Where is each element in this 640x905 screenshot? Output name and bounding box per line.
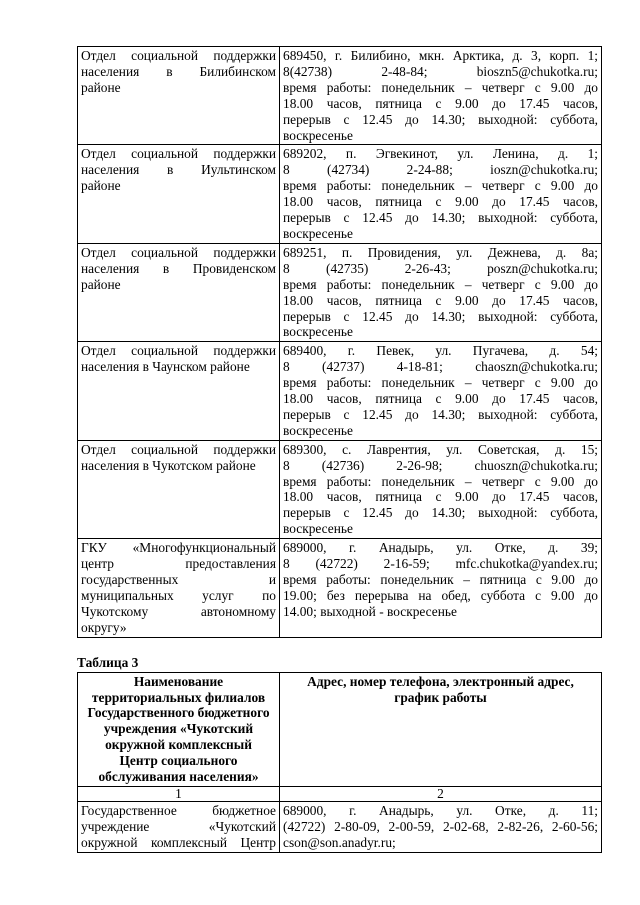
text-line: центр предоставления <box>81 556 276 572</box>
header-text-line: Адрес, номер телефона, электронный адрес, <box>307 673 574 689</box>
text-line: (42722) 2-80-09, 2-00-59, 2-02-68, 2-82-26, 2-60-56; <box>283 818 598 834</box>
text-line: государственных и <box>81 572 276 587</box>
header-contacts-cell <box>280 672 602 786</box>
text-line: 8 (42735) 2-26-43; poszn@chukotka.ru; <box>283 260 598 276</box>
offices-table <box>77 46 602 638</box>
text-line: воскресенье <box>283 324 353 340</box>
text-line: 8(42738) 2-48-84; bioszn5@chukotka.ru; <box>283 63 598 79</box>
text-line: время работы: понедельник – четверг с 9.00 до <box>283 375 598 391</box>
text-line: 8 (42736) 2-26-98; chuoszn@chukotka.ru; <box>283 457 598 473</box>
office-name-cell <box>78 145 280 243</box>
text-line: 18.00 часов, пятница с 9.00 до 17.45 часов, <box>283 292 598 308</box>
text-line: воскресенье <box>283 521 353 537</box>
text-line: Отдел социальной поддержки <box>81 244 276 260</box>
header-text-line: учреждения «Чукотский <box>103 721 254 737</box>
text-line: населения в Чукотском районе <box>81 457 256 473</box>
text-line: 14.00; выходной - воскресенье <box>283 603 457 619</box>
text-line: 8 (42734) 2-24-88; ioszn@chukotka.ru; <box>283 162 598 178</box>
table-header-row <box>78 672 602 786</box>
text-line: окружной комплексный Центр <box>81 834 276 850</box>
text-line: Государственное бюджетное <box>81 802 276 818</box>
text-line: перерыв с 12.45 до 14.30; выходной: суббота, <box>283 406 598 422</box>
text-line: перерыв с 12.45 до 14.30; выходной: суббота, <box>283 210 598 226</box>
text-line: округу» <box>81 619 127 635</box>
header-text-line: Государственного бюджетного <box>87 705 270 721</box>
text-line: Отдел социальной поддержки <box>81 48 276 63</box>
text-line: 8 (42722) 2-16-59; mfc.chukotka@yandex.ru; <box>283 556 598 572</box>
text-line: воскресенье <box>283 225 353 241</box>
text-line: Отдел социальной поддержки <box>81 441 276 457</box>
office-contacts-cell <box>280 342 602 440</box>
table3-caption: Таблица 3 <box>77 654 139 670</box>
office-contacts-cell <box>280 243 602 341</box>
text-line: ГКУ «Многофункциональный <box>81 540 276 556</box>
column-number-row <box>78 786 602 801</box>
header-text-line: окружной комплексный <box>105 737 252 753</box>
text-line: районе <box>81 79 121 95</box>
text-line: 18.00 часов, пятница с 9.00 до 17.45 часов, <box>283 194 598 210</box>
text-line: 689000, г. Анадырь, ул. Отке, д. 11; <box>283 802 598 818</box>
text-line: 18.00 часов, пятница с 9.00 до 17.45 часов, <box>283 95 598 111</box>
office-name-cell <box>78 539 280 637</box>
table-row <box>78 47 602 145</box>
text-line: районе <box>81 178 121 194</box>
text-line: Отдел социальной поддержки <box>81 343 276 359</box>
office-contacts-cell <box>280 145 602 243</box>
text-line: перерыв с 12.45 до 14.30; выходной: суббота, <box>283 111 598 127</box>
text-line: воскресенье <box>283 127 353 143</box>
office-name-cell <box>78 440 280 538</box>
text-line: 18.00 часов, пятница с 9.00 до 17.45 часов, <box>283 391 598 407</box>
table-row <box>78 342 602 440</box>
text-line: cson@son.anadyr.ru; <box>283 834 396 850</box>
text-line: населения в Билибинском <box>81 63 276 79</box>
text-line: время работы: понедельник – четверг с 9.00 до <box>283 178 598 194</box>
text-line: 689202, п. Эгвекинот, ул. Ленина, д. 1; <box>283 146 598 162</box>
text-line: районе <box>81 276 121 292</box>
document-page <box>77 46 602 853</box>
table-row <box>78 440 602 538</box>
text-line: перерыв с 12.45 до 14.30; выходной: суббота, <box>283 505 598 521</box>
text-line: время работы: понедельник – четверг с 9.00 до <box>283 276 598 292</box>
text-line: муниципальных услуг по <box>81 587 276 603</box>
table-row <box>78 539 602 637</box>
text-line: населения в Провиденском <box>81 260 276 276</box>
text-line: населения в Чаунском районе <box>81 359 250 375</box>
text-line: воскресенье <box>283 422 353 438</box>
header-text-line: Центр социального <box>119 753 238 769</box>
column-number-1: 1 <box>78 786 280 801</box>
office-contacts-cell <box>280 539 602 637</box>
text-line: 689400, г. Певек, ул. Пугачева, д. 54; <box>283 343 598 359</box>
office-contacts-cell <box>280 440 602 538</box>
header-text-line: территориальных филиалов <box>91 689 266 705</box>
text-line: время работы: понедельник – пятница с 9.00 до <box>283 572 598 587</box>
header-name-cell <box>78 672 280 786</box>
table-row <box>78 145 602 243</box>
header-text-line: график работы <box>394 689 487 705</box>
branches-table <box>77 672 602 853</box>
text-line: 689251, п. Провидения, ул. Дежнева, д. 8а; <box>283 244 598 260</box>
text-line: 18.00 часов, пятница с 9.00 до 17.45 часов, <box>283 489 598 505</box>
header-text-line: Наименование <box>133 673 224 689</box>
branch-contacts-cell <box>280 801 602 852</box>
office-name-cell <box>78 243 280 341</box>
text-line: время работы: понедельник – четверг с 9.00 до <box>283 79 598 95</box>
text-line: Отдел социальной поддержки <box>81 146 276 162</box>
branch-name-cell <box>78 801 280 852</box>
text-line: 8 (42737) 4-18-81; chaoszn@chukotka.ru; <box>283 359 598 375</box>
text-line: 689000, г. Анадырь, ул. Отке, д. 39; <box>283 540 598 556</box>
table-row <box>78 243 602 341</box>
text-line: населения в Иультинском <box>81 162 276 178</box>
text-line: 19.00; без перерыва на обед, суббота с 9.00 до <box>283 587 598 603</box>
office-name-cell <box>78 342 280 440</box>
office-name-cell <box>78 47 280 145</box>
header-text-line: обслуживания населения» <box>98 769 259 785</box>
text-line: 689300, с. Лаврентия, ул. Советская, д. 15; <box>283 441 598 457</box>
office-contacts-cell <box>280 47 602 145</box>
column-number-2: 2 <box>280 786 602 801</box>
text-line: перерыв с 12.45 до 14.30; выходной: суббота, <box>283 308 598 324</box>
text-line: учреждение «Чукотский <box>81 818 276 834</box>
text-line: Чукотскому автономному <box>81 603 276 619</box>
text-line: время работы: понедельник – четверг с 9.00 до <box>283 473 598 489</box>
text-line: 689450, г. Билибино, мкн. Арктика, д. 3, корп. 1; <box>283 48 598 63</box>
table-row <box>78 801 602 852</box>
